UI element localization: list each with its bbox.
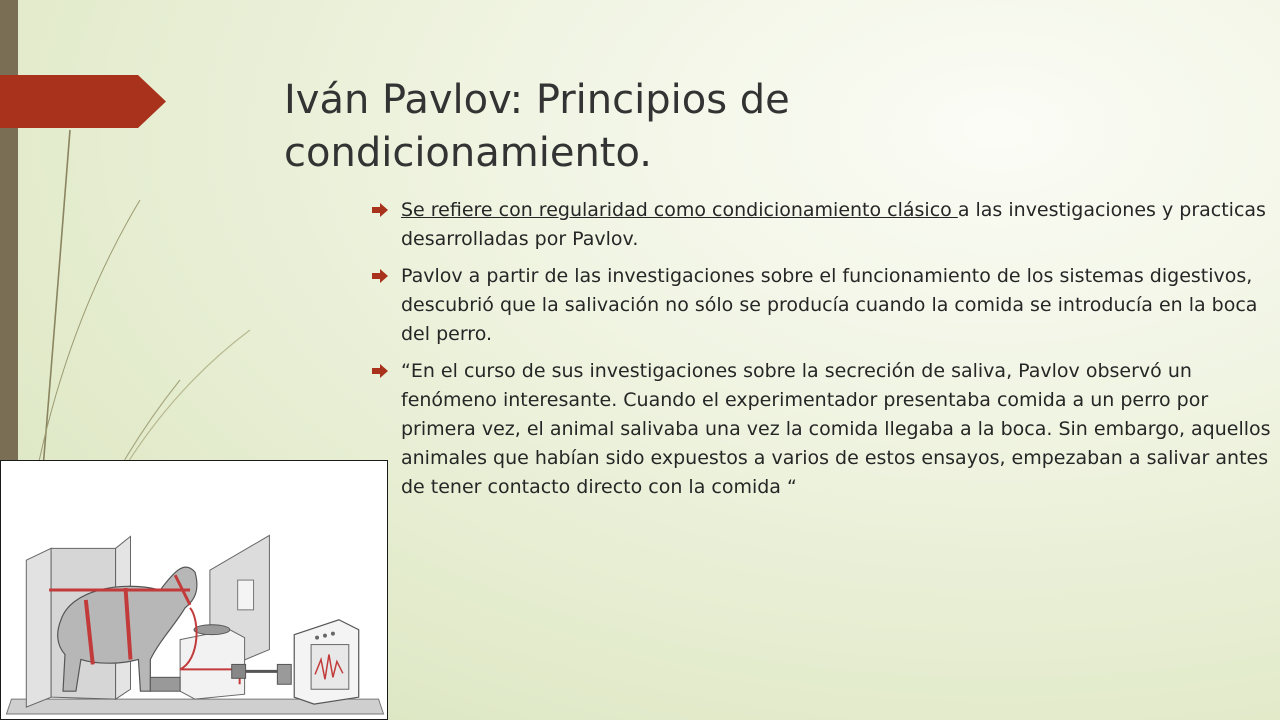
arrow-bullet-icon (372, 269, 388, 283)
bullet-item-2 (372, 262, 1277, 349)
pavlov-experiment-illustration (0, 460, 388, 720)
slide-title: Iván Pavlov: Principios de condicionamiento. (284, 77, 790, 176)
bullet-text-2: Pavlov a partir de las investigaciones sobre el funcionamiento de los sistemas digestivos, descubrió que la salivación no sólo se producía cuando la comida se introducía en la boca del perro. (401, 265, 1258, 345)
arrow-bullet-icon (372, 203, 388, 217)
title-accent-arrow (0, 75, 166, 128)
dog-experiment-image (1, 461, 387, 719)
bullet-list (372, 196, 1277, 510)
bullet-text-3: “En el curso de sus investigaciones sobre la secreción de saliva, Pavlov observó un fenómeno interesante. Cuando el experimentador presentaba comida a un perro por primera vez, el animal salivaba una vez la comida llegaba a la boca. Sin embargo, aquellos animales que habían sido expuestos a varios de estos ensayos, empezaban a salivar antes de tener contacto directo con la comida “ (401, 360, 1271, 498)
classical-conditioning-link[interactable]: Se refiere con regularidad como condicionamiento clásico (401, 199, 958, 221)
arrow-bullet-icon (372, 364, 388, 378)
bullet-item-1 (372, 196, 1277, 254)
bullet-item-3 (372, 357, 1277, 502)
bullet-text-1: a las investigaciones y practicas desarrolladas por Pavlov. (401, 199, 1266, 250)
